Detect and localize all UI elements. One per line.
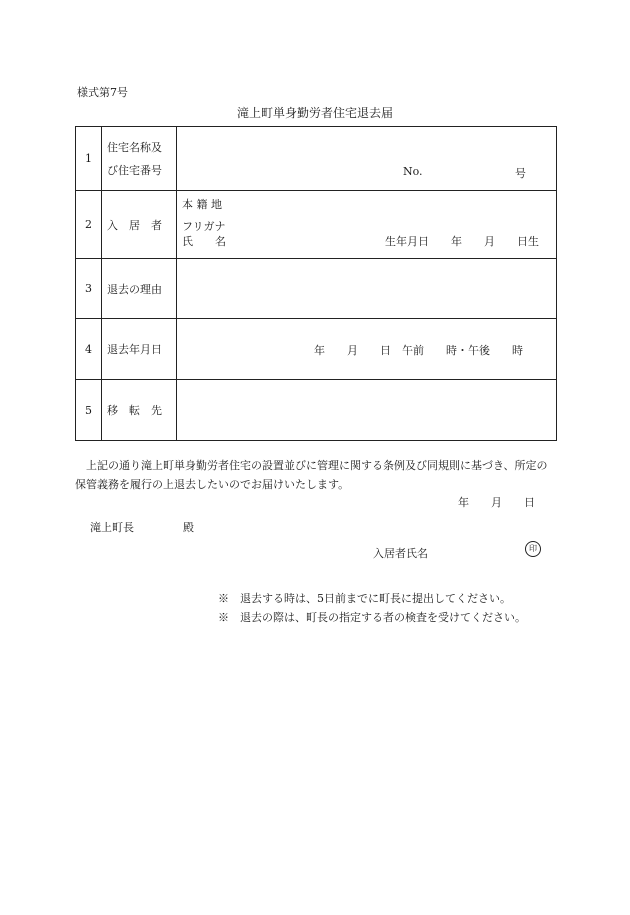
label-line: 住宅名称及 [107,140,162,154]
table-row [76,127,557,191]
row-number: 3 [76,259,102,319]
field-label-new-address: 移 転 先 [102,380,177,441]
field-label-housing [102,127,177,191]
field-label-moveout-date: 退去年月日 [102,319,177,380]
label-line: び住宅番号 [107,163,162,177]
form-number: 様式第7号 [77,86,128,99]
form-table [75,126,557,441]
field-label-reason: 退去の理由 [102,259,177,319]
name-label: 氏 名 [182,235,226,248]
field-new-address[interactable] [177,380,557,441]
row-number: 1 [76,127,102,191]
declaration-text: 上記の通り滝上町単身勤労者住宅の設置並びに管理に関する条例及び同規則に基づき、所定の保管義務を履行の上退去したいのでお届けいたします。 [75,459,548,491]
datetime-label: 年 月 日 午前 時・午後 時 [314,344,523,357]
number-prefix-label: No. [403,165,423,178]
note-item: ※ 退去する時は、5日前までに町長に提出してください。 [218,592,511,605]
field-label-occupant: 入 居 者 [102,191,177,259]
table-row [76,380,557,441]
field-reason[interactable] [177,259,557,319]
table-row [76,191,557,259]
number-suffix-label: 号 [515,167,526,180]
addressee: 滝上町長 [90,521,134,534]
seal-icon: 印 [525,541,541,557]
row-number: 4 [76,319,102,380]
table-row [76,259,557,319]
addressee-honorific: 殿 [183,521,194,534]
birthdate-label: 生年月日 年 月 日生 [385,235,539,248]
note-item: ※ 退去の際は、町長の指定する者の検査を受けてください。 [218,611,526,624]
field-moveout-date[interactable] [177,319,557,380]
field-occupant[interactable] [177,191,557,259]
domicile-label: 本 籍 地 [182,198,222,211]
submission-date: 年 月 日 [458,496,535,509]
row-number: 5 [76,380,102,441]
document-title: 滝上町単身勤労者住宅退去届 [236,106,393,120]
row-number: 2 [76,191,102,259]
table-row [76,319,557,380]
occupant-name-label: 入居者氏名 [373,547,428,560]
furigana-label: フリガナ [182,220,226,233]
field-housing-number[interactable] [177,127,557,191]
